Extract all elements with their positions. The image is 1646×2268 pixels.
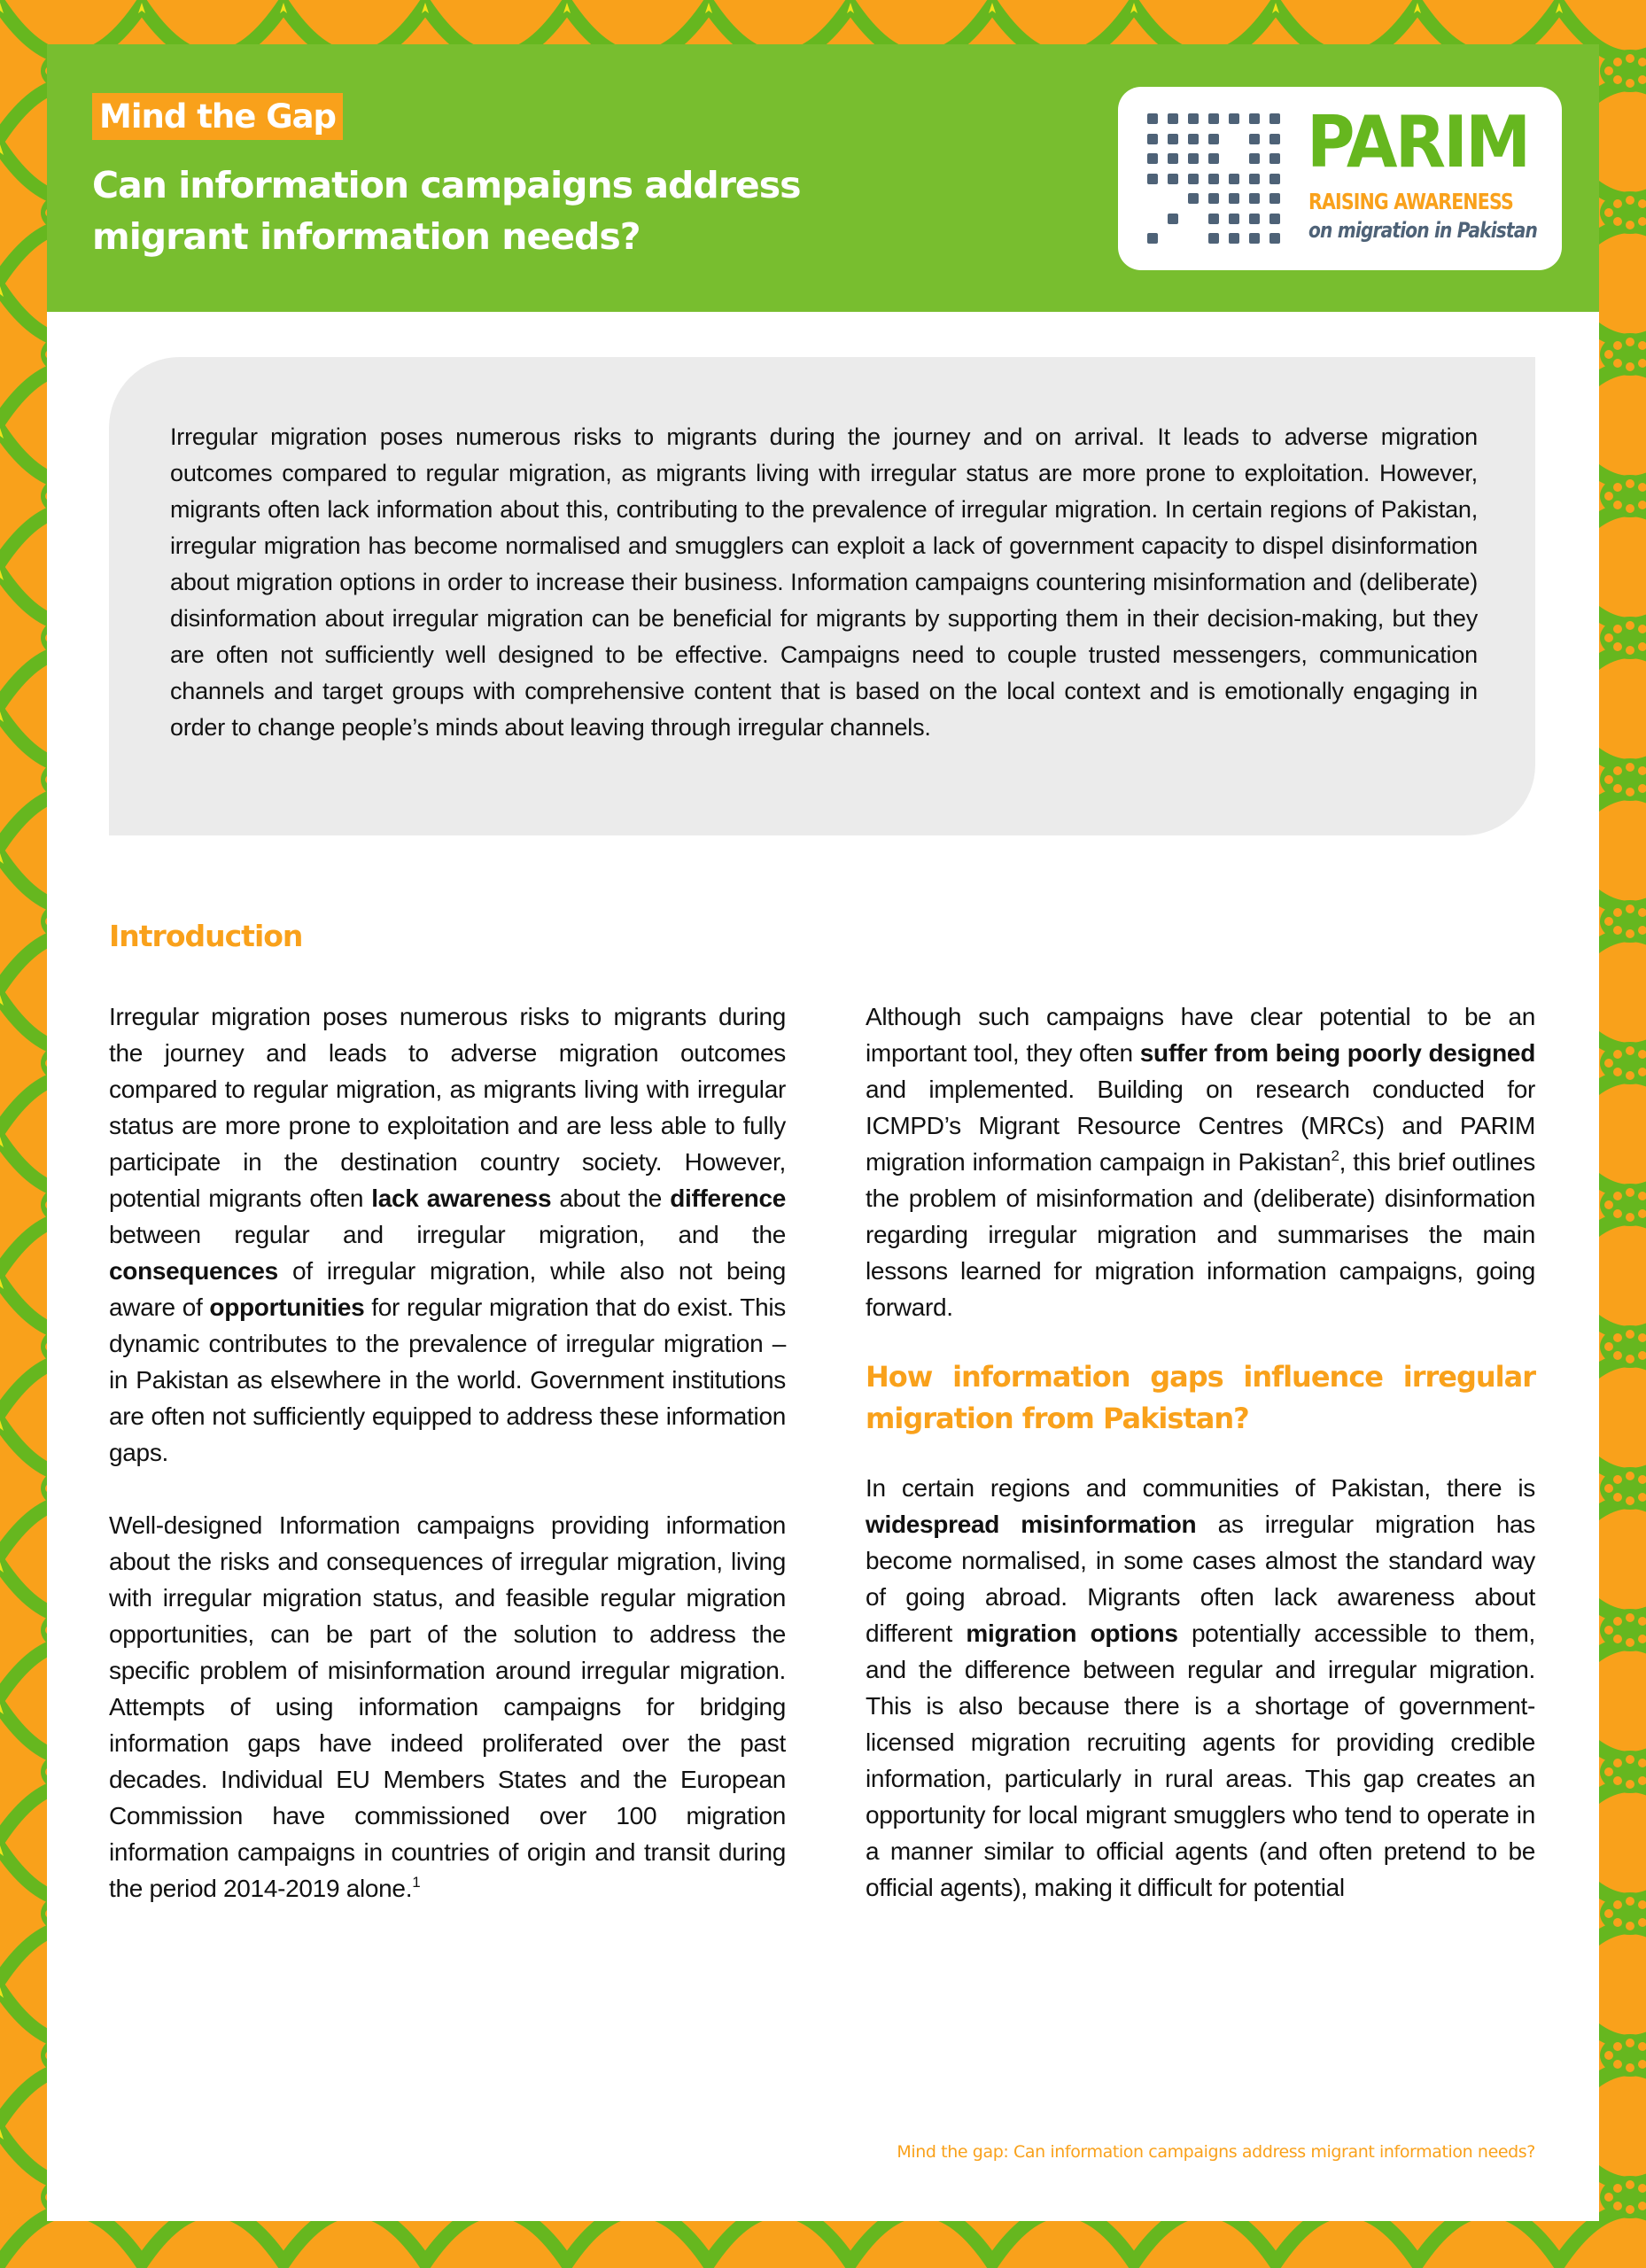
logo-dot	[1208, 134, 1219, 144]
text-run: , this brief outlines the problem of misinformation and (deliberate) disinformation regarding irregular migration and summarises the main lessons learned for migration information campaigns, going forward.	[866, 1148, 1536, 1321]
running-footer: Mind the gap: Can information campaigns address migrant information needs?	[897, 2142, 1535, 2162]
intro-paragraph-1	[109, 998, 786, 1471]
bold-run: suffer from being poorly designed	[1139, 1039, 1535, 1067]
logo-dot	[1147, 233, 1158, 244]
bold-run: difference	[670, 1184, 787, 1212]
section-heading-information-gaps: How information gaps influence irregular migration from Pakistan?	[866, 1360, 1535, 1435]
title-line-2: migrant information needs?	[92, 215, 641, 258]
footnote-ref-2[interactable]: 2	[1331, 1147, 1339, 1164]
logo-dot	[1229, 174, 1239, 184]
logo-dot	[1168, 214, 1178, 224]
logo-dot	[1188, 153, 1199, 164]
logo-dot	[1269, 214, 1280, 224]
text-run: of irregular migration, while also not being aware of	[109, 1257, 786, 1321]
logo-dot	[1168, 153, 1178, 164]
parim-logo	[1118, 87, 1562, 270]
footnote-ref-1[interactable]: 1	[412, 1874, 421, 1891]
summary-text: Irregular migration poses numerous risks to migrants during the journey and on arrival. It leads to adverse migration outcomes compared to regular migration, as migrants living with irregular status are more prone to exploitation. However, migrants often lack information about this, contributing to the prevalence of irregular migration. In certain regions of Pakistan, irregular migration has become normalised and smugglers can exploit a lack of government capacity to dispel disinformation about migration options in order to increase their business. Information campaigns countering misinformation and (deliberate) disinformation about irregular migration can be beneficial for migrants by supporting them in their decision-making, but they are often not sufficiently well designed to be effective. Campaigns need to couple trusted messengers, communication channels and target groups with comprehensive content that is based on the local context and is emotionally engaging in order to change people’s minds about leaving through irregular channels.	[170, 423, 1478, 741]
logo-dot	[1249, 153, 1260, 164]
left-column	[109, 998, 786, 1943]
logo-dot	[1208, 214, 1219, 224]
logo-dot	[1269, 233, 1280, 244]
logo-brand-text: PARIM	[1307, 101, 1529, 183]
logo-tagline-1: RAISING AWARENESS	[1308, 189, 1513, 214]
logo-dot	[1229, 233, 1239, 244]
text-run: Well-designed Information campaigns providing information about the risks and consequences of irregular migration, living with irregular migration status, and feasible regular migration opportunities, can be part of the solution to address the specific problem of misinformation around irregular migration. Attempts of using information campaigns for bridging information gaps have indeed proliferated over the past decades. Individual EU Members States and the European Commission have commissioned over 100 migration information campaigns in countries of origin and transit during the period 2014-2019 alone.	[109, 1511, 786, 1902]
logo-dot	[1147, 113, 1158, 124]
text-run: for regular migration that do exist. This dynamic contributes to the prevalence of irregular migration – in Pakistan as elsewhere in the world. Government institutions are often not sufficiently equipped to address these information gaps.	[109, 1293, 786, 1466]
logo-dot	[1147, 174, 1158, 184]
logo-dot	[1269, 174, 1280, 184]
logo-dot	[1269, 153, 1280, 164]
logo-dot	[1208, 233, 1219, 244]
bold-run: opportunities	[209, 1293, 365, 1321]
logo-dot	[1168, 174, 1178, 184]
logo-dot	[1208, 193, 1219, 204]
intro-paragraph-3	[866, 998, 1535, 1325]
logo-dot	[1147, 153, 1158, 164]
logo-dot	[1188, 113, 1199, 124]
logo-dot	[1188, 134, 1199, 144]
logo-dot	[1249, 174, 1260, 184]
logo-dot	[1168, 113, 1178, 124]
bold-run: widespread misinformation	[866, 1511, 1197, 1538]
logo-dot	[1229, 113, 1239, 124]
logo-dot	[1249, 134, 1260, 144]
logo-dot	[1269, 193, 1280, 204]
text-run: and implemented. Building on research conducted for ICMPD’s Migrant Resource Centres (MRCs) and PARIM migration information campaign in Pakistan	[866, 1076, 1535, 1176]
logo-dot	[1249, 113, 1260, 124]
bold-run: consequences	[109, 1257, 278, 1285]
logo-dot	[1208, 153, 1219, 164]
logo-dot	[1269, 113, 1280, 124]
bold-run: migration options	[966, 1619, 1178, 1647]
logo-dot	[1208, 174, 1219, 184]
logo-dot	[1168, 134, 1178, 144]
bold-run: lack awareness	[371, 1184, 552, 1212]
text-run: In certain regions and communities of Pakistan, there is	[866, 1474, 1535, 1502]
logo-dot	[1249, 214, 1260, 224]
logo-dot	[1188, 193, 1199, 204]
series-badge: Mind the Gap	[92, 93, 343, 140]
logo-dot	[1269, 134, 1280, 144]
introduction-heading: Introduction	[109, 919, 303, 953]
summary-box	[109, 357, 1535, 835]
logo-tagline-2: on migration in Pakistan	[1308, 218, 1538, 243]
text-run: Although such campaigns have clear potential to be an important tool, they often	[866, 1003, 1535, 1067]
title-line-1: Can information campaigns address	[92, 164, 801, 206]
text-run: about the	[551, 1184, 671, 1212]
section2-paragraph-1	[866, 1470, 1535, 1906]
header-banner	[47, 44, 1599, 312]
logo-dot	[1249, 193, 1260, 204]
text-run: potentially accessible to them, and the difference between regular and irregular migration. This is also because there is a shortage of government-licensed migration recruiting agents for providing credible information, particularly in rural areas. This gap creates an opportunity for local migrant smugglers who tend to operate in a manner similar to official agents (and often pretend to be official agents), making it difficult for potential	[866, 1619, 1536, 1901]
logo-dot-grid-icon	[1147, 113, 1289, 255]
text-run: Irregular migration poses numerous risks to migrants during the journey and leads to adverse migration outcomes compared to regular migration, as migrants living with irregular status are more prone to exploitation and are less able to fully participate in the destination country society. However, potential migrants often	[109, 1003, 786, 1212]
intro-paragraph-2	[109, 1507, 786, 1907]
page-title	[92, 159, 801, 262]
logo-dot	[1147, 134, 1158, 144]
logo-dot	[1229, 214, 1239, 224]
logo-dot	[1229, 193, 1239, 204]
text-run: as irregular migration has become normalised, in some cases almost the standard way of going abroad. Migrants often lack awareness about different	[866, 1511, 1535, 1647]
text-run: between regular and irregular migration, and the	[109, 1221, 786, 1248]
page-panel	[47, 44, 1599, 2221]
right-column	[866, 998, 1535, 1942]
logo-dot	[1188, 174, 1199, 184]
logo-dot	[1249, 233, 1260, 244]
logo-dot	[1208, 113, 1219, 124]
